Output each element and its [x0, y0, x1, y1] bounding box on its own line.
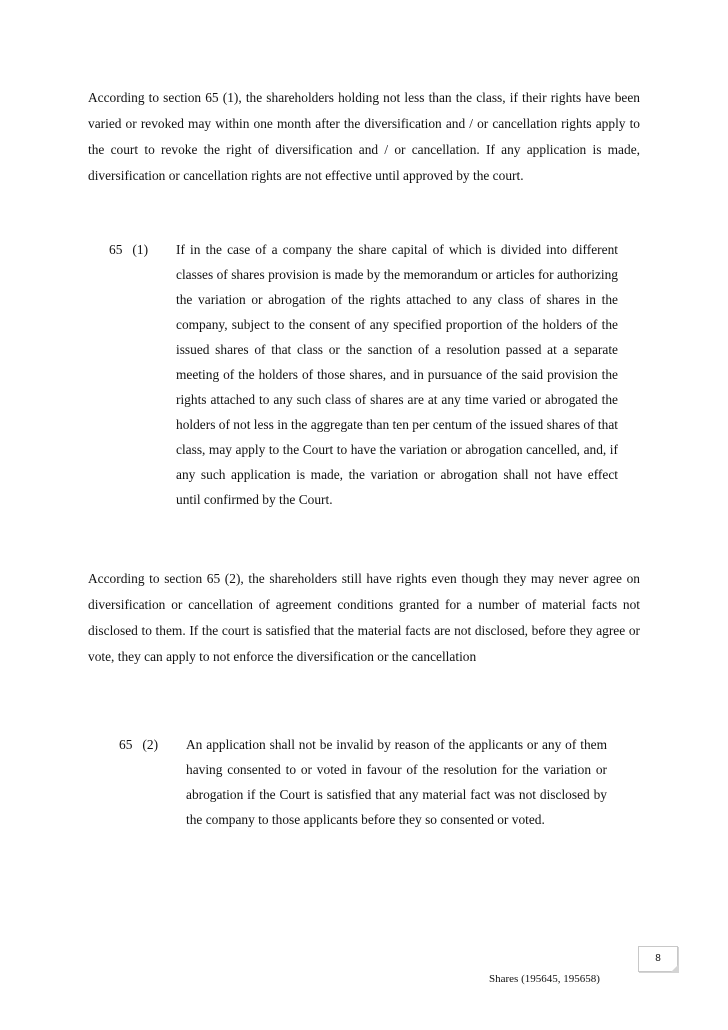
page-fold-icon	[671, 965, 678, 972]
quote-text-65-2: An application shall not be invalid by reason of the applicants or any of them having consented to or voted in favour of the resolution for the variation or abrogation if the Court is satisfied that any material fact was not disclosed by the company to those applicants before they so consented or voted.	[186, 737, 607, 827]
page-number: 8	[655, 953, 661, 964]
paragraph-section-65-2-summary: According to section 65 (2), the shareholders still have rights even though they may never agree on diversification or cancellation of agreement conditions granted for a number of material facts not disclosed to them. If the court is satisfied that the material facts are not disclosed, before they agree or vote, they can apply to not enforce the diversification or the cancellation	[88, 571, 640, 664]
quote-text-65-1: If in the case of a company the share capital of which is divided into different classes of shares provision is made by the memorandum or articles for authorizing the variation or abrogation of the rights attached to any class of shares in the company, subject to the consent of any specified proportion of the holders of the issued shares of that class or the sanction of a resolution passed at a separate meeting of the holders of those shares, and in pursuance of the said provision the rights attached to any such class of shares are at any time varied or abrogated the holders of not less in the aggregate than ten per centum of the issued shares of that class, may apply to the Court to have the variation or abrogation cancelled, and, if any such application is made, the variation or abrogation shall not have effect until confirmed by the Court.	[176, 242, 618, 507]
paragraph-section-65-1-summary: According to section 65 (1), the shareholders holding not less than the class, if their rights have been varied or revoked may within one month after the diversification and / or cancellation rights apply to the court to revoke the right of diversification and / or cancellation. If any application is made, diversification or cancellation rights are not effective until approved by the court.	[88, 90, 640, 183]
quote-number-65-2: 65 (2)	[119, 737, 159, 752]
page-number-badge	[638, 946, 678, 972]
page-footer: Shares (195645, 195658)	[489, 973, 600, 985]
quote-number-65-1: 65 (1)	[109, 242, 149, 257]
